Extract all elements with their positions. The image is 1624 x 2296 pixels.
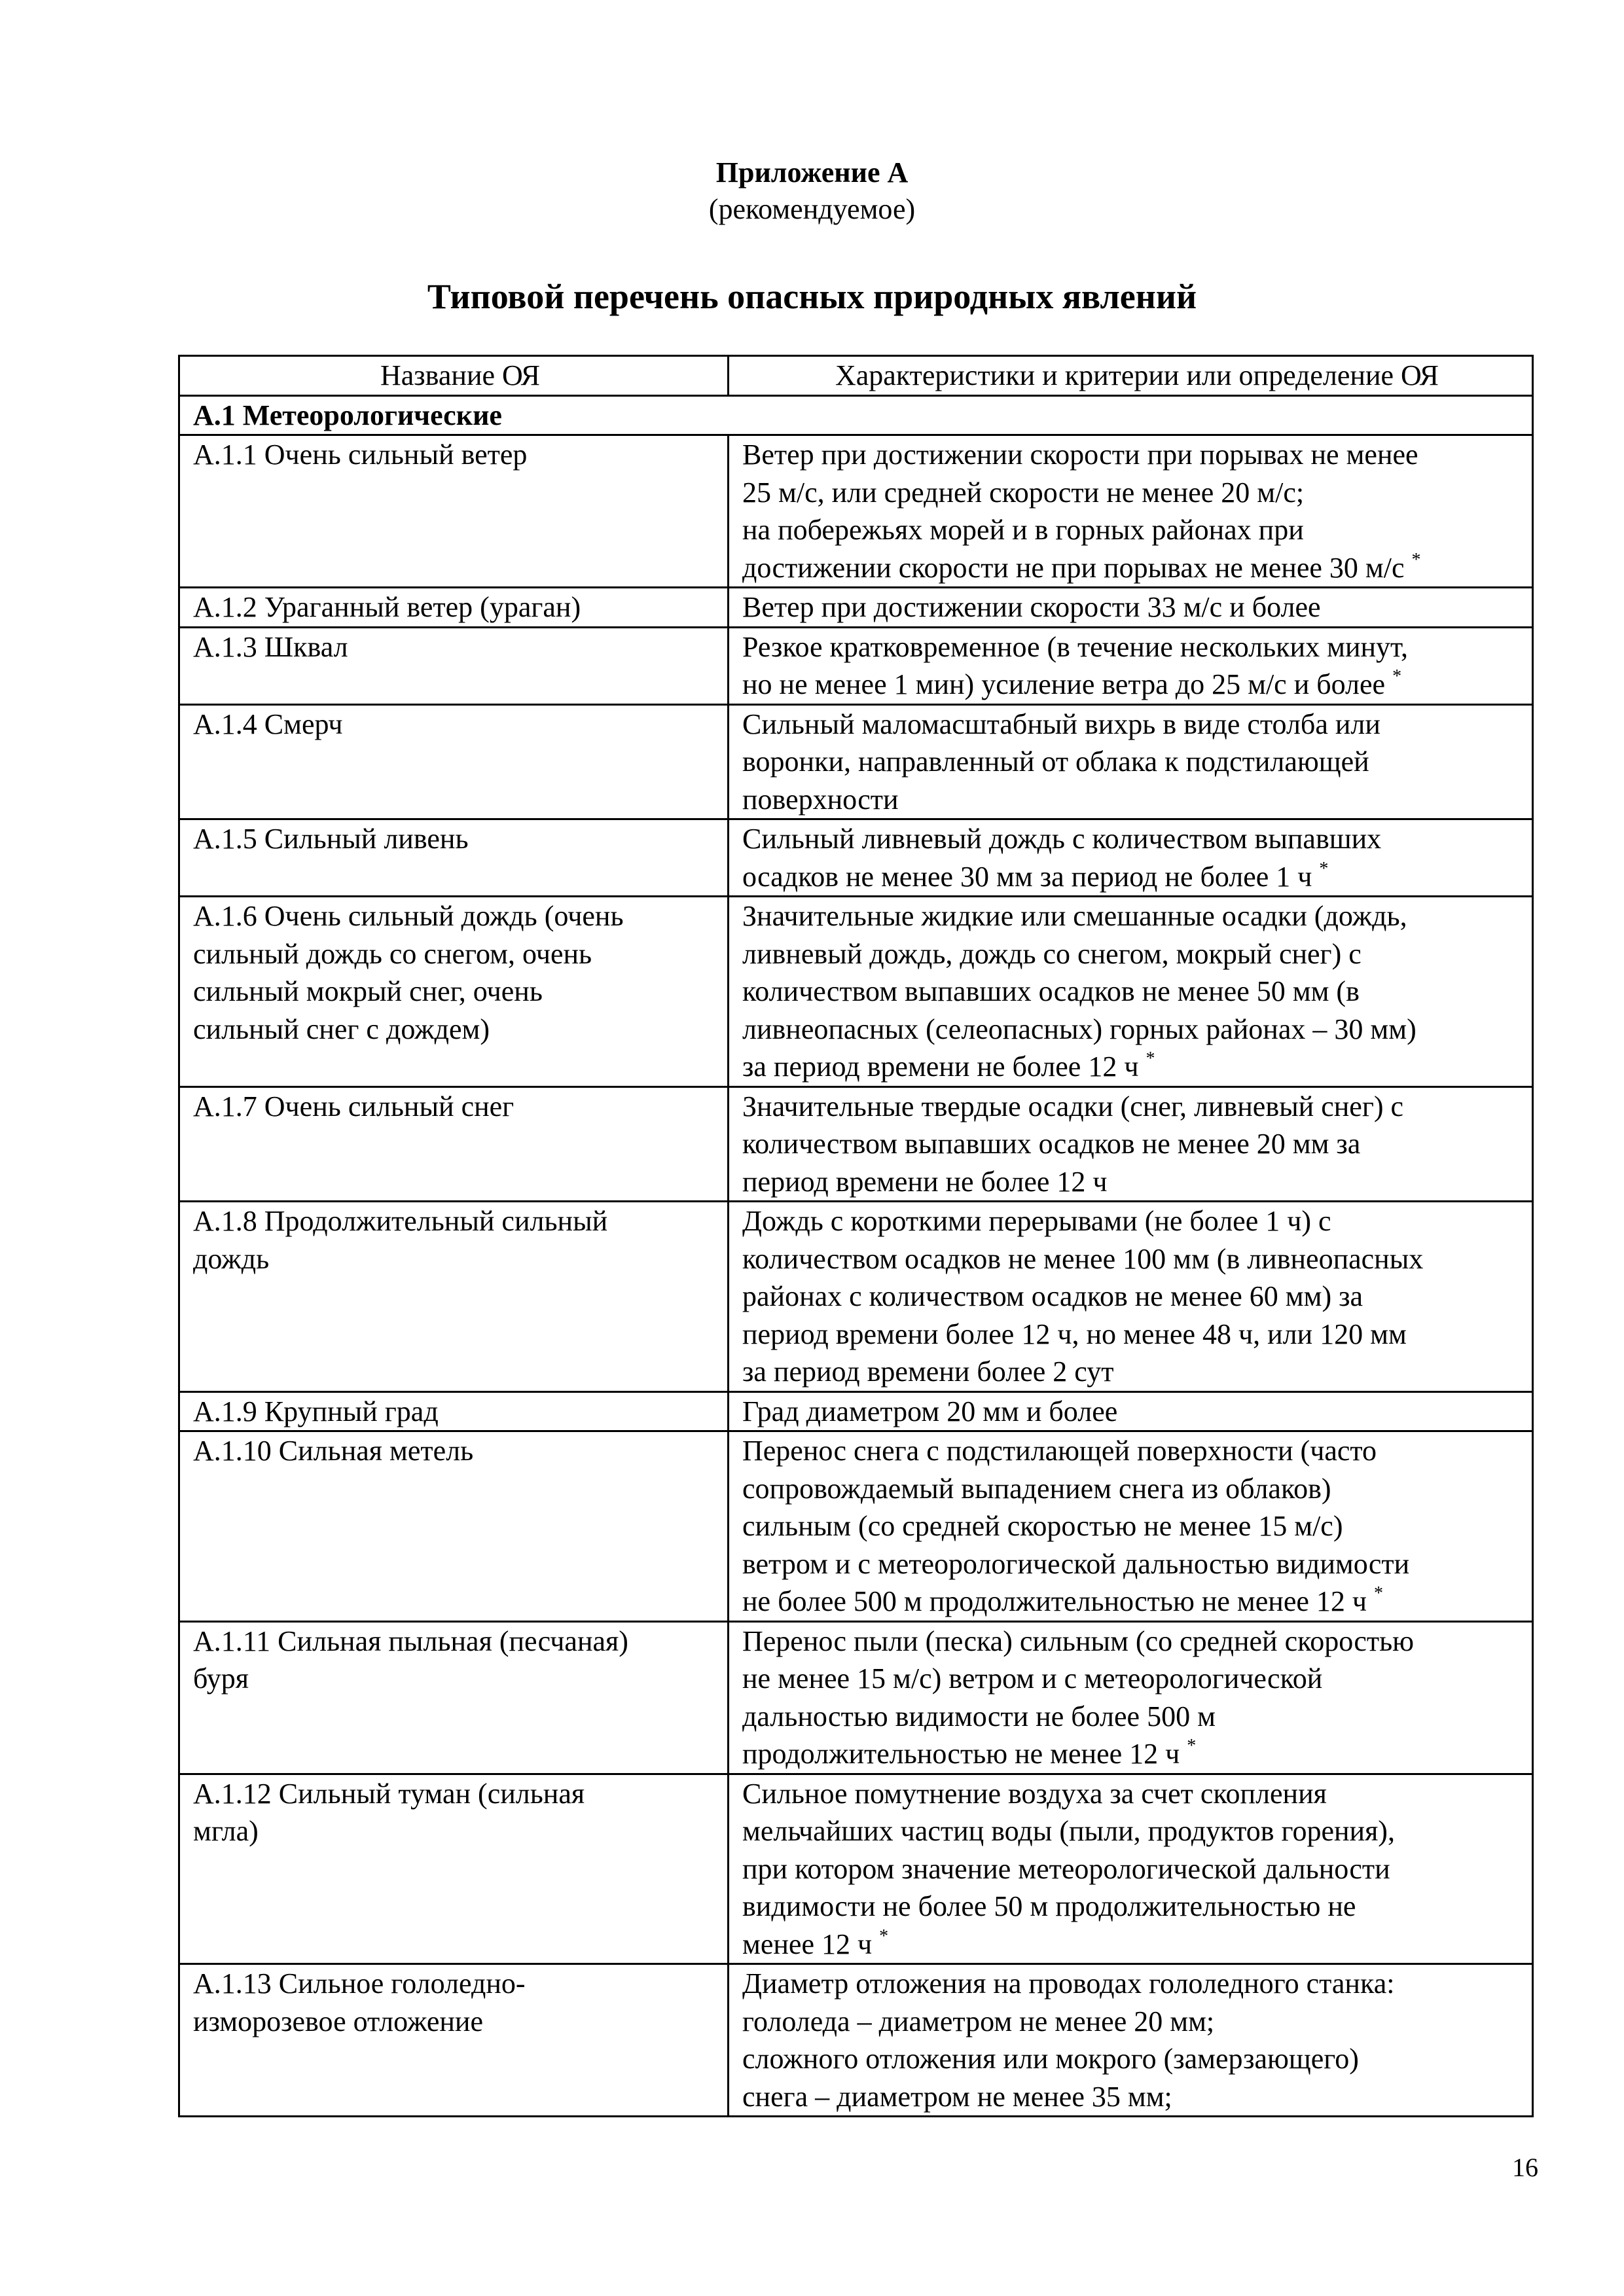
criteria-text: осадков не менее 30 мм за период не более 1 ч <box>742 860 1312 893</box>
hazard-criteria-line <box>742 781 1532 819</box>
section-title: А.1 Метеорологические <box>179 395 1533 435</box>
criteria-text: не менее 15 м/с) ветром и с метеорологической <box>742 1662 1323 1695</box>
hazard-criteria-line <box>742 1470 1532 1508</box>
criteria-text: мельчайших частиц воды (пыли, продуктов горения), <box>742 1815 1395 1847</box>
hazard-criteria-line <box>742 1278 1532 1316</box>
hazard-criteria-line <box>742 666 1532 704</box>
criteria-text: за период времени более 2 сут <box>742 1355 1114 1388</box>
criteria-text: Перенос пыли (песка) сильным (со средней скоростью <box>742 1624 1415 1657</box>
criteria-text: количеством осадков не менее 100 мм (в ливнеопасных <box>742 1242 1424 1275</box>
hazard-criteria-cell <box>729 1774 1533 1964</box>
hazard-criteria-line <box>742 1660 1532 1698</box>
hazard-criteria-line <box>742 474 1532 512</box>
criteria-text: количеством выпавших осадков не менее 50 мм (в <box>742 975 1360 1007</box>
table-row <box>179 1621 1533 1774</box>
hazard-criteria-cell <box>729 1431 1533 1622</box>
hazard-criteria-line <box>742 1048 1532 1086</box>
hazard-name-cell <box>179 1431 729 1622</box>
hazard-criteria-line <box>742 1850 1532 1888</box>
hazard-criteria-line <box>742 1965 1532 2003</box>
footnote-asterisk: * <box>1411 549 1421 570</box>
table-header-row <box>179 356 1533 396</box>
column-header-name: Название ОЯ <box>179 356 729 396</box>
table-row <box>179 819 1533 897</box>
criteria-text: Перенос снега с подстилающей поверхности (часто <box>742 1435 1377 1467</box>
criteria-text: сложного отложения или мокрого (замерзающего) <box>742 2043 1359 2075</box>
hazard-name-line: А.1.4 Смерч <box>193 708 343 740</box>
criteria-text: количеством выпавших осадков не менее 20 мм за <box>742 1128 1361 1160</box>
hazard-criteria-line <box>742 1011 1532 1049</box>
hazard-name-cell <box>179 704 729 819</box>
appendix-type: (рекомендуемое) <box>708 193 916 225</box>
criteria-text: ливнеопасных (селеопасных) горных районах – 30 мм) <box>742 1013 1416 1045</box>
hazard-criteria-line <box>742 973 1532 1011</box>
criteria-text: воронки, направленный от облака к подстилающей <box>742 745 1369 778</box>
table-row <box>179 1391 1533 1431</box>
hazard-name-line: дождь <box>193 1242 270 1275</box>
hazard-criteria-line <box>742 1353 1532 1391</box>
hazard-criteria-line <box>742 743 1532 781</box>
page-number: 16 <box>1512 2153 1538 2182</box>
hazards-table <box>178 355 1534 2117</box>
hazard-criteria-line <box>742 2078 1532 2116</box>
criteria-text: Значительные твердые осадки (снег, ливневый снег) с <box>742 1090 1404 1122</box>
hazard-criteria-line <box>742 1088 1532 1126</box>
section-row <box>179 395 1533 435</box>
hazard-criteria-line <box>742 1623 1532 1660</box>
hazard-name-line: А.1.12 Сильный туман (сильная <box>193 1777 585 1810</box>
hazard-name-cell <box>179 897 729 1087</box>
hazard-criteria-line <box>742 2003 1532 2041</box>
hazard-criteria-line <box>742 436 1532 474</box>
criteria-text: районах с количеством осадков не менее 60 мм) за <box>742 1280 1363 1312</box>
hazard-name-cell <box>179 1774 729 1964</box>
hazard-name-cell <box>179 1964 729 2117</box>
criteria-text: продолжительностью не менее 12 ч <box>742 1738 1180 1770</box>
hazard-name-line: А.1.3 Шквал <box>193 630 348 663</box>
criteria-text: сопровождаемый выпадением снега из облаков) <box>742 1472 1331 1505</box>
hazard-criteria-line <box>742 1125 1532 1163</box>
criteria-text: период времени более 12 ч, но менее 48 ч, или 120 мм <box>742 1318 1407 1350</box>
criteria-text: за период времени не более 12 ч <box>742 1050 1139 1083</box>
hazard-criteria-line <box>742 1735 1532 1773</box>
criteria-text: при котором значение метеорологической дальности <box>742 1852 1390 1885</box>
hazard-name-cell <box>179 627 729 704</box>
table-row <box>179 627 1533 704</box>
table-row <box>179 435 1533 588</box>
criteria-text: ветром и с метеорологической дальностью видимости <box>742 1547 1410 1580</box>
criteria-text: поверхности <box>742 783 899 816</box>
hazard-criteria-line <box>742 588 1532 626</box>
criteria-text: достижении скорости не при порывах не менее 30 м/с <box>742 551 1405 584</box>
hazard-criteria-line <box>742 858 1532 896</box>
hazard-name-cell <box>179 588 729 628</box>
hazard-criteria-cell <box>729 588 1533 628</box>
criteria-text: гололеда – диаметром не менее 20 мм; <box>742 2005 1215 2037</box>
hazard-criteria-line <box>742 1888 1532 1926</box>
criteria-text: видимости не более 50 м продолжительностью не <box>742 1890 1356 1922</box>
criteria-text: Дождь с короткими перерывами (не более 1 ч) с <box>742 1205 1331 1237</box>
criteria-text: на побережьях морей и в горных районах при <box>742 514 1304 546</box>
hazard-name-line: буря <box>193 1662 249 1695</box>
table-row <box>179 1202 1533 1392</box>
table-row <box>179 1774 1533 1964</box>
hazard-criteria-cell <box>729 1621 1533 1774</box>
hazard-name-cell <box>179 1621 729 1774</box>
column-header-criteria: Характеристики и критерии или определение ОЯ <box>729 356 1533 396</box>
hazard-criteria-line <box>742 1432 1532 1470</box>
footnote-asterisk: * <box>1374 1583 1384 1604</box>
footnote-asterisk: * <box>879 1926 889 1946</box>
criteria-text: Сильное помутнение воздуха за счет скопления <box>742 1777 1327 1810</box>
hazard-name-line: А.1.9 Крупный град <box>193 1395 439 1427</box>
criteria-text: Резкое кратковременное (в течение нескольких минут, <box>742 630 1408 663</box>
criteria-text: Значительные жидкие или смешанные осадки (дождь, <box>742 900 1407 932</box>
table-row <box>179 1086 1533 1202</box>
hazard-criteria-line <box>742 820 1532 858</box>
criteria-text: не более 500 м продолжительностью не менее 12 ч <box>742 1585 1367 1617</box>
footnote-asterisk: * <box>1392 666 1402 687</box>
hazard-name-line: А.1.7 Очень сильный снег <box>193 1090 514 1122</box>
hazard-name-line: А.1.5 Сильный ливень <box>193 823 469 855</box>
hazard-name-line: изморозевое отложение <box>193 2005 483 2037</box>
hazard-criteria-line <box>742 1202 1532 1240</box>
hazard-criteria-cell <box>729 435 1533 588</box>
hazard-criteria-line <box>742 1240 1532 1278</box>
hazard-name-line: сильный снег с дождем) <box>193 1013 490 1045</box>
hazard-criteria-line <box>742 2040 1532 2078</box>
hazard-criteria-line <box>742 1812 1532 1850</box>
hazard-criteria-line <box>742 1545 1532 1583</box>
hazard-criteria-line <box>742 1316 1532 1354</box>
table-row <box>179 704 1533 819</box>
hazard-name-cell <box>179 1391 729 1431</box>
appendix-title: Приложение А <box>715 156 909 188</box>
hazard-criteria-line <box>742 511 1532 549</box>
hazard-name-line: А.1.2 Ураганный ветер (ураган) <box>193 591 581 623</box>
criteria-text: 25 м/с, или средней скорости не менее 20 м/с; <box>742 476 1305 509</box>
criteria-text: дальностью видимости не более 500 м <box>742 1700 1216 1732</box>
document-title: Типовой перечень опасных природных явлений <box>427 277 1197 316</box>
hazard-name-line: А.1.8 Продолжительный сильный <box>193 1205 608 1237</box>
hazard-name-cell <box>179 819 729 897</box>
hazard-name-line: мгла) <box>193 1815 259 1847</box>
hazard-criteria-line <box>742 706 1532 744</box>
hazard-name-cell <box>179 1202 729 1392</box>
hazard-name-line: сильный дождь со снегом, очень <box>193 937 592 970</box>
hazard-name-cell <box>179 435 729 588</box>
table-row <box>179 897 1533 1087</box>
criteria-text: Диаметр отложения на проводах гололедного станка: <box>742 1967 1395 2000</box>
criteria-text: Град диаметром 20 мм и более <box>742 1395 1118 1427</box>
criteria-text: Сильный маломасштабный вихрь в виде столба или <box>742 708 1380 740</box>
hazard-criteria-cell <box>729 627 1533 704</box>
hazard-name-line: А.1.6 Очень сильный дождь (очень <box>193 900 624 932</box>
criteria-text: снега – диаметром не менее 35 мм; <box>742 2080 1172 2113</box>
criteria-text: сильным (со средней скоростью не менее 15 м/с) <box>742 1510 1343 1542</box>
hazard-criteria-line <box>742 1163 1532 1201</box>
criteria-text: Ветер при достижении скорости при порывах не менее <box>742 439 1418 471</box>
table-row <box>179 588 1533 628</box>
hazard-criteria-line <box>742 1393 1532 1431</box>
hazard-name-line: А.1.11 Сильная пыльная (песчаная) <box>193 1624 628 1657</box>
hazard-criteria-line <box>742 1775 1532 1813</box>
hazard-criteria-cell <box>729 1964 1533 2117</box>
hazard-criteria-line <box>742 549 1532 587</box>
criteria-text: Сильный ливневый дождь с количеством выпавших <box>742 823 1382 855</box>
table-row <box>179 1964 1533 2117</box>
hazard-criteria-line <box>742 1507 1532 1545</box>
footnote-asterisk: * <box>1319 858 1329 879</box>
hazard-name-line: сильный мокрый снег, очень <box>193 975 543 1007</box>
hazard-criteria-cell <box>729 819 1533 897</box>
hazard-criteria-line <box>742 935 1532 973</box>
hazard-criteria-line <box>742 1698 1532 1736</box>
criteria-text: Ветер при достижении скорости 33 м/с и более <box>742 591 1321 623</box>
footnote-asterisk: * <box>1187 1736 1197 1756</box>
hazard-criteria-cell <box>729 897 1533 1087</box>
hazard-criteria-cell <box>729 1086 1533 1202</box>
hazard-criteria-line <box>742 1926 1532 1964</box>
hazard-criteria-cell <box>729 1202 1533 1392</box>
hazard-name-cell <box>179 1086 729 1202</box>
hazard-name-line: А.1.10 Сильная метель <box>193 1435 474 1467</box>
hazard-criteria-cell <box>729 1391 1533 1431</box>
criteria-text: ливневый дождь, дождь со снегом, мокрый снег) с <box>742 937 1362 970</box>
criteria-text: но не менее 1 мин) усиление ветра до 25 м/с и более <box>742 668 1386 700</box>
footnote-asterisk: * <box>1146 1049 1155 1069</box>
table-row <box>179 1431 1533 1622</box>
criteria-text: менее 12 ч <box>742 1928 873 1960</box>
hazard-name-line: А.1.1 Очень сильный ветер <box>193 439 528 471</box>
hazard-criteria-line <box>742 628 1532 666</box>
hazard-criteria-line <box>742 897 1532 935</box>
hazard-name-line: А.1.13 Сильное гололедно- <box>193 1967 526 2000</box>
hazard-criteria-line <box>742 1583 1532 1621</box>
hazard-criteria-cell <box>729 704 1533 819</box>
criteria-text: период времени не более 12 ч <box>742 1165 1108 1198</box>
